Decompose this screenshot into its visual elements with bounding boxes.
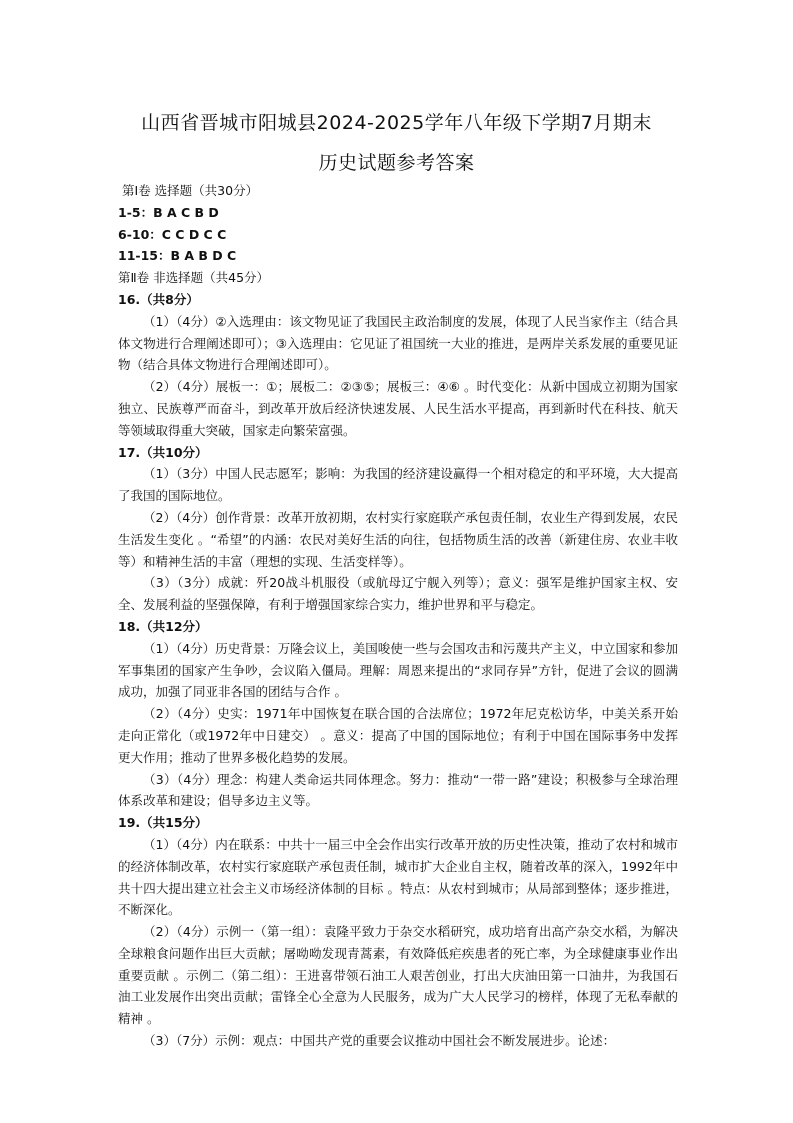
question-18-label: 18.（共12分） [118, 618, 208, 634]
question-19-answer-2: （2）（4分）示例一（第一组）：袁隆平致力于杂交水稻研究，成功培育出高产杂交水稻，为解决全球粮食问题作出巨大贡献；屠呦呦发现青蒿素，有效降低疟疾患者的死亡率，为全球健康事业作出重要贡献 。示例二（第二组）：王进喜带领石油工人艰苦创业，打出大庆油田第一口油井，为我国石油工业发展作出突出贡献；雷锋全心全意为人民服务，成为广大人民学习的榜样，体现了无私奉献的精神 。 [118, 924, 678, 1027]
question-17-label: 17.（共10分） [118, 444, 208, 460]
choice-answers-11-15: 11-15：B A B D C [118, 248, 237, 264]
question-19-answer-3: （3）（7分）示例：观点：中国共产党的重要会议推动中国社会不断发展进步。论述： [143, 1033, 616, 1049]
question-18-answer-2: （2）（4分）史实：1971年中国恢复在联合国的合法席位；1972年尼克松访华，中美关系开始走向正常化（或1972年中日建交） 。意义：提高了中国的国际地位；有利于中国在国际事务中发挥更大作用；推动了世界多极化趋势的发展。 [118, 706, 678, 765]
choice-answers-1-5: 1-5：B A C B D [118, 204, 219, 220]
question-16-answer-1: （1）（4分）②入选理由：该文物见证了我国民主政治制度的发展，体现了人民当家作主（结合具体文物进行合理阐述即可）；③入选理由：它见证了祖国统一大业的推进，是两岸关系发展的重要见证物（结合具体文物进行合理阐述即可）。 [118, 313, 678, 373]
question-16-answer-2: （2）（4分）展板一：①；展板二：②③⑤；展板三：④⑥ 。时代变化：从新中国成立初期为国家独立、民族尊严而奋斗，到改革开放后经济快速发展、人民生活水平提高，再到新时代在科技、航天等领域取得重大突破，国家走向繁荣富强。 [118, 379, 678, 438]
question-17-answer-1: （1）（3分）中国人民志愿军；影响：为我国的经济建设赢得一个相对稳定的和平环境，大大提高了我国的国际地位。 [118, 466, 678, 504]
question-18-answer-3: （3）（4分）理念：构建人类命运共同体理念。努力：推动“一带一路”建设；积极参与全球治理体系改革和建设；倡导多边主义等。 [118, 771, 678, 809]
question-19-answer-1: （1）（4分）内在联系：中共十一届三中全会作出实行改革开放的历史性决策，推动了农村和城市的经济体制改革，农村实行家庭联产承包责任制，城市扩大企业自主权，随着改革的深入，1992年中共十四大提出建立社会主义市场经济体制的目标 。特点：从农村到城市；从局部到整体；逐步推进，不断深化。 [118, 836, 678, 918]
question-17-answer-2: （2）（4分）创作背景：改革开放初期，农村实行家庭联产承包责任制，农业生产得到发展，农民生活发生变化 。“希望”的内涵：农民对美好生活的向往，包括物质生活的改善（新建住房、农业丰收等）和精神生活的丰富（理想的实现、生活变样等）。 [118, 509, 678, 569]
choice-answers-6-10: 6-10：C C D C C [118, 226, 227, 242]
answer-content [118, 180, 678, 1052]
question-18-answer-1: （1）（4分）历史背景：万隆会议上，美国唆使一些与会国攻击和污蔑共产主义，中立国家和参加军事集团的国家产生争吵，会议陷入僵局。理解：周恩来提出的“求同存异”方针，促进了会议的圆满成功，加强了同亚非各国的团结与合作 。 [118, 640, 678, 700]
part2-heading: 第Ⅱ卷 非选择题（共45分） [118, 270, 270, 286]
document-subtitle: 历史试题参考答案 [318, 152, 475, 174]
part1-heading: 第Ⅰ卷 选择题（共30分） [122, 183, 259, 198]
question-19-label: 19.（共15分） [118, 815, 208, 831]
question-17-answer-3: （3）（3分）成就：歼20战斗机服役（或航母辽宁舰入列等）；意义：强军是维护国家主权、安全、发展利益的坚强保障，有利于增强国家综合实力，维护世界和平与稳定。 [118, 575, 678, 613]
question-16-label: 16.（共8分） [118, 291, 199, 307]
document-title: 山西省晋城市阳城县2024-2025学年八年级下学期7月期末 [141, 112, 652, 134]
